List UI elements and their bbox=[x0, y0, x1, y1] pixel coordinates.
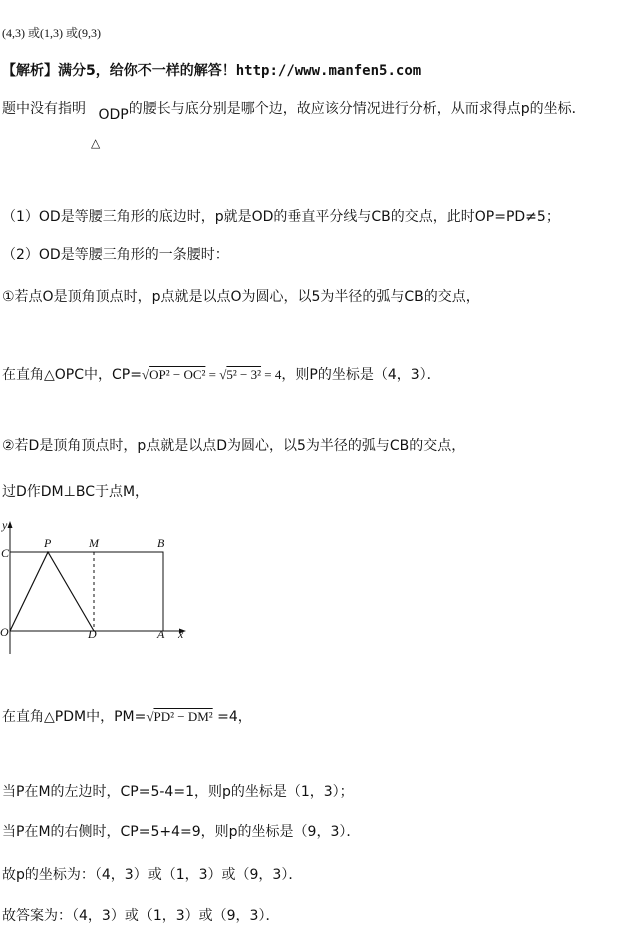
case2-text: （2）OD是等腰三角形的一条腰时： bbox=[2, 247, 229, 263]
case1-text: （1）OD是等腰三角形的底边时，p就是OD的垂直平分线与CB的交点，此时OP=PD≠5； bbox=[2, 209, 560, 225]
label-C: C bbox=[1, 546, 10, 560]
calc1-result: = 4 bbox=[261, 367, 282, 382]
final-answer-text: 故答案为：（4，3）或（1，3）或（9，3）． bbox=[2, 908, 280, 924]
label-P: P bbox=[44, 536, 52, 550]
calc2-radicand: PD² − DM² bbox=[153, 709, 213, 724]
label-B: B bbox=[157, 536, 165, 550]
calc1-formula bbox=[142, 367, 281, 382]
label-M: M bbox=[89, 536, 99, 550]
analysis-tagline: 满分5，给你不一样的解答！ bbox=[58, 63, 236, 79]
calc2-line bbox=[2, 708, 252, 726]
sub2-text: ②若D是顶角顶点时，p点就是以点D为圆心，以5为半径的弧与CB的交点， bbox=[2, 438, 466, 454]
intro-odp: ODP bbox=[98, 107, 129, 123]
label-A: A bbox=[157, 627, 165, 641]
construct-text: 过D作DM⊥BC于点M， bbox=[2, 484, 150, 500]
sqrt-icon: √ bbox=[146, 709, 154, 724]
triangle-ODP bbox=[10, 552, 94, 631]
calc1-prefix: 在直角△OPC中，CP= bbox=[2, 367, 142, 383]
left-case-text: 当P在M的左边时，CP=5-4=1，则p的坐标是（1，3）； bbox=[2, 784, 354, 800]
calc1-radicand2: 5² − 3² bbox=[226, 367, 262, 382]
calc1-radicand1: OP² − OC² bbox=[149, 367, 206, 382]
sqrt-icon: √ bbox=[141, 367, 150, 382]
analysis-tag: 【解析】 bbox=[2, 63, 58, 79]
triangle-mark: △ bbox=[91, 136, 101, 150]
label-x: x bbox=[178, 627, 184, 641]
sub1-text: ①若点O是顶角顶点时，p点就是以点O为圆心，以5为半径的弧与CB的交点， bbox=[2, 289, 480, 305]
intro-after: 的腰长与底分别是哪个边，故应该分情况进行分析，从而求得点p的坐标． bbox=[128, 101, 586, 117]
calc1-suffix: ，则P的坐标是（4，3）． bbox=[281, 367, 441, 383]
sqrt-icon: √ bbox=[219, 367, 227, 382]
answer-header: (4,3) 或(1,3) 或(9,3) bbox=[2, 26, 101, 40]
calc2-suffix: =4， bbox=[212, 709, 252, 725]
right-case-text: 当P在M的右侧时，CP=5+4=9，则p的坐标是（9，3）． bbox=[2, 824, 361, 840]
y-axis-arrow-icon bbox=[8, 521, 13, 528]
intro-before: 题中没有指明 bbox=[2, 101, 86, 117]
intro-line bbox=[2, 100, 586, 123]
calc1-eq: = bbox=[205, 367, 220, 382]
calc2-formula bbox=[146, 709, 212, 724]
label-y: y bbox=[2, 518, 8, 532]
geometry-figure bbox=[0, 518, 200, 658]
conclusion-text: 故p的坐标为：（4，3）或（1，3）或（9，3）． bbox=[2, 867, 303, 883]
label-D: D bbox=[88, 627, 97, 641]
site-url[interactable]: http://www.manfen5.com bbox=[235, 63, 422, 79]
analysis-banner bbox=[2, 62, 421, 80]
label-O: O bbox=[0, 625, 9, 639]
calc2-prefix: 在直角△PDM中，PM= bbox=[2, 709, 147, 725]
calc1-line bbox=[2, 366, 441, 384]
